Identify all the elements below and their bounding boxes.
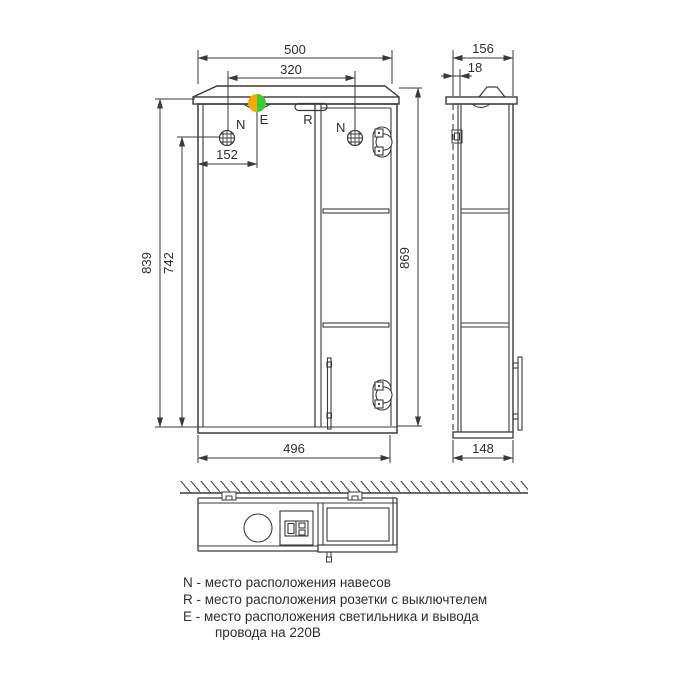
dim-742-label: 742 [161,252,176,274]
legend-line-e2: провода на 220В [215,625,321,641]
cornice-top [193,86,399,97]
label-n-left: N [236,117,246,132]
plan-socket-box [280,511,313,545]
legend-line-e: E - место расположения светильника и вывода [183,608,479,624]
shelf-lower [323,323,389,327]
dim-320-label: 320 [280,62,302,77]
label-e: E [259,112,269,127]
side-lamp [479,87,505,97]
label-n-right: N [336,120,346,135]
legend-line-n: N - место расположения навесов [183,575,391,590]
plan-light-circle [244,514,272,542]
label-r: R [303,112,313,127]
plan-door-slab [318,545,397,552]
side-door-handle [513,357,522,430]
legend-line-r: R - место расположения розетки с выключтелем [183,591,488,607]
plan-bracket-left [222,492,236,500]
hanger-symbol-right [347,130,363,146]
side-shelf-upper [461,209,509,213]
wall-hatch [180,481,528,493]
marker-dot [248,94,266,112]
side-cornice-band [446,97,517,104]
plan-view [180,481,528,562]
hanger-symbol-left [219,130,235,146]
side-view [446,87,522,438]
dim-500-label: 500 [284,42,306,57]
dim-152-label: 152 [216,147,238,162]
hinge-top [373,127,392,157]
front-view [193,86,399,433]
dim-156-label: 156 [472,41,494,56]
plan-right-opening [327,508,389,541]
dim-156 [453,50,513,96]
plan-handle-pin [327,552,332,562]
cornice-band [193,97,399,104]
shelf-upper [323,209,389,213]
hinge-bottom [373,380,392,410]
dim-18-label: 18 [467,60,483,75]
dim-839-label: 839 [139,252,154,274]
dim-148-label: 148 [472,441,494,456]
side-plinth [453,432,513,438]
dimensions [155,50,513,463]
legend [183,575,487,642]
dim-869-label: 869 [397,247,412,269]
door-handle [327,358,332,429]
plan-bracket-right [348,492,362,500]
dim-496-label: 496 [283,441,305,456]
side-shelf-lower [461,323,509,327]
